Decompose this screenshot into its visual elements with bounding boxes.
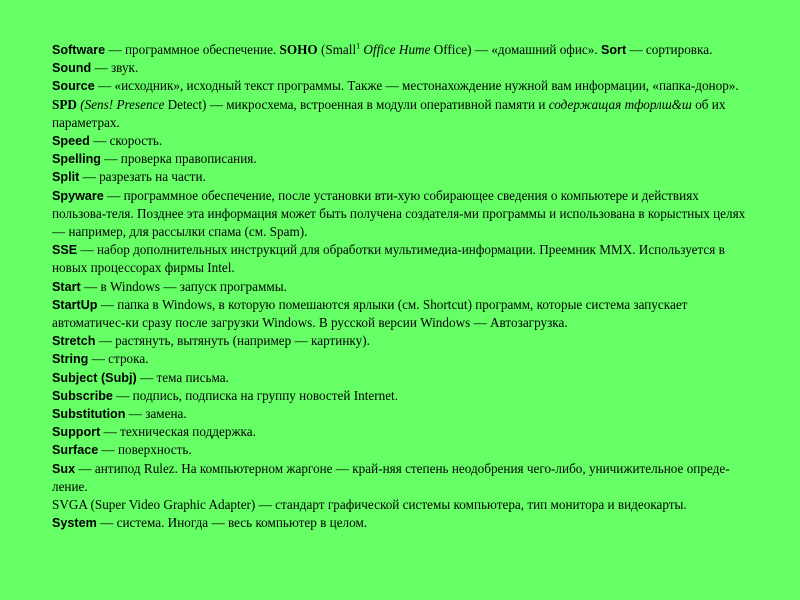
glossary-term: SSE	[52, 243, 78, 258]
glossary-entry-subject	[52, 369, 752, 387]
glossary-entry-sse	[52, 241, 752, 277]
glossary-term: Software	[52, 43, 106, 57]
glossary-entry-software	[52, 41, 752, 77]
glossary-term: Speed	[52, 134, 90, 149]
glossary-text-fragment: — программное обеспечение, после установки вти-хую собирающее сведения о компьютере и действиях пользова-теля. Позднее эта информация может быть получена создателя-ми программы и использована в корыстных целях — например, для рассылки спама (см. Spam).	[52, 187, 746, 240]
glossary-text-fragment: Office Hume	[363, 42, 431, 57]
glossary-text-fragment: — разрезать на части.	[79, 169, 206, 185]
glossary-term: Sound	[52, 61, 92, 76]
glossary-text-fragment: (Sens! Presence	[80, 96, 165, 112]
glossary-term: Support	[52, 425, 101, 440]
glossary-entry-startup	[52, 296, 752, 332]
glossary-entry-speed	[52, 132, 752, 150]
glossary-term: String	[52, 352, 89, 367]
glossary-text-fragment: — растянуть, вытянуть (например — картинку).	[95, 333, 370, 349]
glossary-entry-source	[52, 77, 752, 95]
glossary-term: System	[52, 516, 97, 531]
glossary-text-fragment: — строка.	[88, 351, 149, 367]
glossary-text-fragment: — программное обеспечение.	[105, 42, 280, 57]
glossary-text-fragment: — звук.	[91, 60, 139, 76]
glossary-text-fragment: Office) — «домашний офис».	[430, 42, 601, 57]
glossary-text-fragment: — в Windows — запуск программы.	[80, 278, 287, 294]
glossary-text-fragment: — папка в Windows, в которую помешаются ярлыки (см. Shortcut) программ, которые система запускает автоматичес-ки сразу после загрузки Windows. В русской версии Windows — Автозагрузка.	[52, 296, 688, 331]
glossary-term: SOHO	[279, 42, 318, 57]
glossary-entry-substitution	[52, 405, 752, 423]
glossary-term: Subject (Subj)	[52, 370, 137, 385]
glossary-text-fragment: — «исходник», исходный текст программы. Также — местонахождение нужной вам информации, «папка-донор».	[94, 78, 739, 94]
glossary-term: SPD	[52, 96, 77, 112]
glossary-text-fragment: — антипод Rulez. На компьютерном жаргоне — край-няя степень неодобрения чего-либо, уничижительное опреде-ление.	[52, 460, 730, 494]
glossary-text-fragment: — техническая поддержка.	[100, 424, 256, 440]
glossary-entry-surface	[52, 441, 752, 459]
glossary-entry-string	[52, 350, 752, 368]
glossary-text-fragment: — тема письма.	[136, 369, 229, 385]
glossary-entry-sux	[52, 460, 752, 496]
glossary-text-fragment: — сортировка.	[626, 42, 713, 57]
glossary-entry-spyware	[52, 187, 752, 242]
glossary-entry-start	[52, 278, 752, 296]
glossary-text-fragment: — набор дополнительных инструкций для обработки мультимедиа-информации. Преемник ММХ. Используется в новых процессорах фирмы Intel.	[52, 242, 725, 276]
glossary-text-fragment: — подпись, подписка на группу новостей Internet.	[112, 387, 399, 403]
glossary-entry-svga	[52, 496, 752, 514]
glossary-entry-stretch	[52, 332, 752, 350]
glossary-term: Surface	[52, 443, 99, 458]
glossary-text-fragment: — система. Иногда — весь компьютер в целом.	[96, 515, 368, 531]
glossary-text-fragment: 1	[356, 41, 361, 51]
glossary-term: Sort	[600, 43, 627, 57]
glossary-text	[52, 41, 752, 532]
glossary-text-fragment: Detect) — микросхема, встроенная в модули оперативной памяти и	[164, 96, 549, 112]
glossary-term: Spyware	[52, 188, 104, 203]
glossary-entry-split	[52, 168, 752, 186]
glossary-term: Source	[52, 79, 95, 94]
glossary-term: Stretch	[52, 334, 96, 349]
glossary-entry-spd	[52, 96, 752, 132]
glossary-text-fragment: содержащая тфорлш&ш	[548, 96, 692, 112]
glossary-entry-system	[52, 514, 752, 532]
glossary-text-fragment: — поверхность.	[98, 442, 192, 458]
glossary-text-fragment: (Small	[317, 42, 357, 57]
glossary-entry-support	[52, 423, 752, 441]
glossary-term: StartUp	[52, 297, 98, 312]
glossary-text-fragment: об их параметрах.	[52, 96, 726, 130]
glossary-text-fragment: — скорость.	[89, 133, 163, 149]
glossary-entry-subscribe	[52, 387, 752, 405]
glossary-term: Subscribe	[52, 388, 113, 403]
glossary-term: Start	[52, 279, 81, 294]
glossary-term: Spelling	[52, 152, 101, 167]
glossary-text-fragment: — проверка правописания.	[100, 151, 257, 167]
glossary-text-fragment: — замена.	[125, 406, 187, 422]
glossary-entry-spelling	[52, 150, 752, 168]
glossary-text-fragment: SVGA (Super Video Graphic Adapter) — стандарт графической системы компьютера, тип монитора и видеокарты.	[52, 497, 687, 513]
glossary-term: Substitution	[52, 407, 126, 422]
glossary-term: Sux	[52, 461, 76, 476]
glossary-term: Split	[52, 170, 80, 185]
